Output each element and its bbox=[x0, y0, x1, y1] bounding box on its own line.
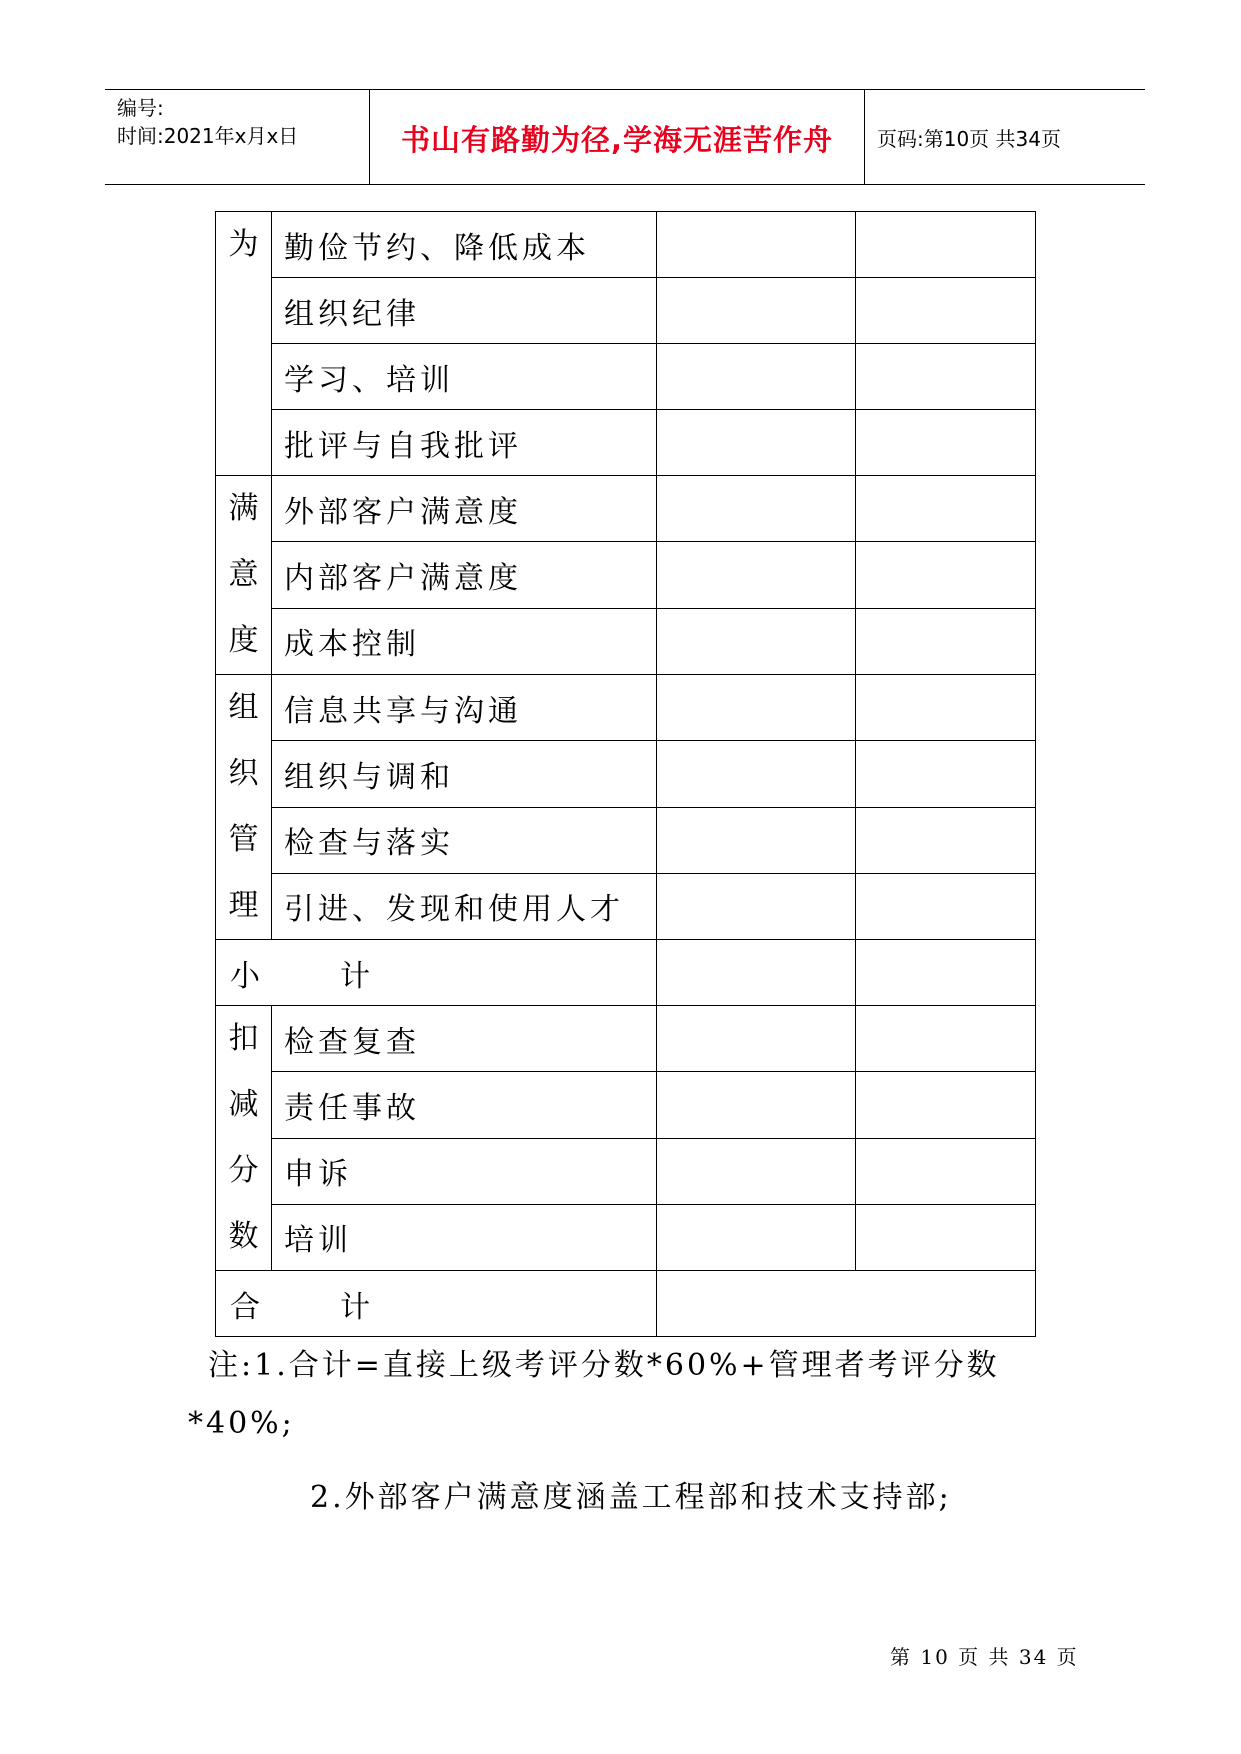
score-cell[interactable] bbox=[856, 608, 1036, 674]
score-cell[interactable] bbox=[657, 1138, 856, 1204]
total-score-cell[interactable] bbox=[657, 1271, 1036, 1337]
category-char: 组 bbox=[228, 690, 259, 725]
category-char: 减 bbox=[228, 1087, 259, 1122]
score-cell[interactable] bbox=[657, 476, 856, 542]
category-char: 意 bbox=[228, 557, 259, 592]
score-cell[interactable] bbox=[657, 1006, 856, 1072]
table-row bbox=[216, 1204, 1036, 1270]
score-cell[interactable] bbox=[856, 675, 1036, 741]
score-cell[interactable] bbox=[856, 1204, 1036, 1270]
score-cell[interactable] bbox=[856, 741, 1036, 807]
table-row bbox=[216, 675, 1036, 741]
item-cell: 组织纪律 bbox=[272, 278, 657, 344]
subtotal-row bbox=[216, 940, 1036, 1006]
motto: 书山有路勤为径,学海无涯苦作舟 bbox=[400, 123, 834, 157]
score-cell[interactable] bbox=[856, 278, 1036, 344]
total-char: 计 bbox=[340, 1289, 370, 1325]
score-cell[interactable] bbox=[856, 1072, 1036, 1138]
category-char: 扣 bbox=[228, 1021, 259, 1056]
item-cell: 外部客户满意度 bbox=[272, 476, 657, 542]
item-cell: 责任事故 bbox=[272, 1072, 657, 1138]
item-cell: 组织与调和 bbox=[272, 741, 657, 807]
serial-label: 编号: bbox=[117, 96, 164, 120]
table-row bbox=[216, 410, 1036, 476]
score-cell[interactable] bbox=[657, 212, 856, 278]
item-cell: 信息共享与沟通 bbox=[272, 675, 657, 741]
score-cell[interactable] bbox=[657, 940, 856, 1006]
score-cell[interactable] bbox=[856, 807, 1036, 873]
item-cell: 培训 bbox=[272, 1204, 657, 1270]
score-cell[interactable] bbox=[856, 542, 1036, 608]
table-row bbox=[216, 1138, 1036, 1204]
item-cell: 检查复查 bbox=[272, 1006, 657, 1072]
note-line-3: 2.外部客户满意度涵盖工程部和技术支持部; bbox=[310, 1480, 952, 1515]
subtotal-label bbox=[216, 940, 657, 1006]
item-cell: 内部客户满意度 bbox=[272, 542, 657, 608]
score-cell[interactable] bbox=[856, 1138, 1036, 1204]
page-header bbox=[105, 89, 1145, 185]
category-char: 理 bbox=[228, 888, 259, 923]
table-row bbox=[216, 741, 1036, 807]
total-row bbox=[216, 1271, 1036, 1337]
score-cell[interactable] bbox=[856, 344, 1036, 410]
note-line-1: 注:1.合计=直接上级考评分数*60%+管理者考评分数 bbox=[208, 1348, 1000, 1383]
category-char: 管 bbox=[228, 822, 259, 857]
total-char: 合 bbox=[230, 1289, 260, 1325]
item-cell: 勤俭节约、降低成本 bbox=[272, 212, 657, 278]
category-cell bbox=[216, 212, 272, 476]
item-cell: 成本控制 bbox=[272, 608, 657, 674]
table-row bbox=[216, 1072, 1036, 1138]
score-cell[interactable] bbox=[657, 410, 856, 476]
score-cell[interactable] bbox=[657, 1072, 856, 1138]
table-row bbox=[216, 807, 1036, 873]
category-cell bbox=[216, 1006, 272, 1271]
page-number-label: 页码:第10页 共34页 bbox=[877, 127, 1061, 151]
header-middle-cell bbox=[370, 90, 865, 184]
score-cell[interactable] bbox=[657, 741, 856, 807]
note-line-2: *40%; bbox=[188, 1406, 295, 1441]
page-footer: 第 10 页 共 34 页 bbox=[890, 1645, 1079, 1669]
score-cell[interactable] bbox=[657, 608, 856, 674]
category-cell bbox=[216, 476, 272, 675]
score-cell[interactable] bbox=[657, 873, 856, 939]
category-char: 度 bbox=[228, 623, 259, 658]
score-cell[interactable] bbox=[657, 278, 856, 344]
score-cell[interactable] bbox=[657, 807, 856, 873]
score-cell[interactable] bbox=[856, 1006, 1036, 1072]
table-row bbox=[216, 608, 1036, 674]
score-cell[interactable] bbox=[856, 873, 1036, 939]
item-cell: 学习、培训 bbox=[272, 344, 657, 410]
score-cell[interactable] bbox=[657, 344, 856, 410]
category-char: 满 bbox=[228, 491, 259, 526]
table-row bbox=[216, 212, 1036, 278]
table-row bbox=[216, 476, 1036, 542]
item-cell: 引进、发现和使用人才 bbox=[272, 873, 657, 939]
subtotal-char: 计 bbox=[340, 958, 370, 994]
total-label bbox=[216, 1271, 657, 1337]
table-row bbox=[216, 1006, 1036, 1072]
subtotal-char: 小 bbox=[230, 958, 260, 994]
score-cell[interactable] bbox=[856, 940, 1036, 1006]
category-char: 数 bbox=[228, 1219, 259, 1254]
table-row bbox=[216, 873, 1036, 939]
category-char: 为 bbox=[228, 227, 259, 262]
score-cell[interactable] bbox=[657, 675, 856, 741]
table-row bbox=[216, 542, 1036, 608]
table-row bbox=[216, 278, 1036, 344]
category-cell bbox=[216, 675, 272, 940]
score-cell[interactable] bbox=[856, 212, 1036, 278]
score-cell[interactable] bbox=[856, 410, 1036, 476]
time-label: 时间:2021年x月x日 bbox=[117, 124, 299, 148]
category-char: 织 bbox=[228, 756, 259, 791]
item-cell: 检查与落实 bbox=[272, 807, 657, 873]
score-cell[interactable] bbox=[856, 476, 1036, 542]
item-cell: 申诉 bbox=[272, 1138, 657, 1204]
evaluation-table bbox=[215, 211, 1036, 1337]
score-cell[interactable] bbox=[657, 542, 856, 608]
item-cell: 批评与自我批评 bbox=[272, 410, 657, 476]
score-cell[interactable] bbox=[657, 1204, 856, 1270]
header-right-cell bbox=[865, 90, 1145, 184]
category-char: 分 bbox=[228, 1153, 259, 1188]
table-row bbox=[216, 344, 1036, 410]
header-left-cell bbox=[105, 90, 370, 184]
